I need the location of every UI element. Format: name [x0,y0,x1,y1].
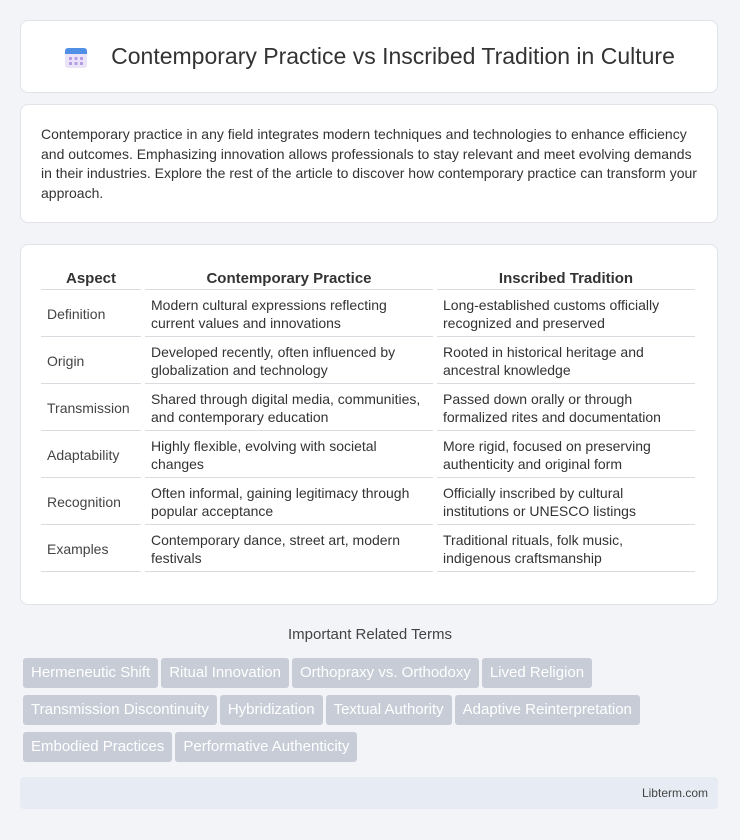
related-term-tag[interactable]: Performative Authenticity [175,732,357,762]
column-header-contemporary: Contemporary Practice [145,265,433,290]
cell-aspect: Transmission [41,384,141,431]
cell-inscribed: Rooted in historical heritage and ancestral knowledge [437,337,695,384]
page-title: Contemporary Practice vs Inscribed Tradition in Culture [111,43,675,69]
intro-card [20,104,718,223]
related-term-tag[interactable]: Adaptive Reinterpretation [455,695,640,725]
related-term-tag[interactable]: Hermeneutic Shift [23,658,158,688]
related-term-tag[interactable]: Transmission Discontinuity [23,695,217,725]
table-header-row [41,265,695,290]
cell-aspect: Definition [41,290,141,337]
intro-text: Contemporary practice in any field integrates modern techniques and technologies to enhance efficiency and outcomes. Emphasizing innovation allows professionals to stay relevant and meet evolving demands in their industries. Explore the rest of the article to discover how contemporary practice can transform your approach. [41,126,697,201]
cell-contemporary: Contemporary dance, street art, modern festivals [145,525,433,572]
related-term-tag[interactable]: Hybridization [220,695,323,725]
cell-contemporary: Highly flexible, evolving with societal changes [145,431,433,478]
related-term-tag[interactable]: Ritual Innovation [161,658,289,688]
related-term-tag[interactable]: Textual Authority [326,695,452,725]
comparison-table [37,265,699,572]
cell-contemporary: Shared through digital media, communities, and contemporary education [145,384,433,431]
table-row [41,384,695,431]
cell-aspect: Origin [41,337,141,384]
related-term-tag[interactable]: Embodied Practices [23,732,172,762]
comparison-table-card [20,244,718,605]
cell-contemporary: Often informal, gaining legitimacy through popular acceptance [145,478,433,525]
cell-contemporary: Modern cultural expressions reflecting current values and innovations [145,290,433,337]
column-header-aspect: Aspect [41,265,141,290]
related-terms-list [23,658,723,769]
footer-site-link[interactable]: Libterm.com [641,786,708,800]
related-term-tag[interactable]: Lived Religion [482,658,592,688]
cell-aspect: Adaptability [41,431,141,478]
cell-inscribed: Long-established customs officially recognized and preserved [437,290,695,337]
cell-inscribed: Officially inscribed by cultural institutions or UNESCO listings [437,478,695,525]
cell-aspect: Examples [41,525,141,572]
cell-inscribed: Passed down orally or through formalized rites and documentation [437,384,695,431]
related-terms-title: Important Related Terms [288,626,452,643]
cell-aspect: Recognition [41,478,141,525]
calendar-icon [63,44,89,70]
cell-inscribed: More rigid, focused on preserving authenticity and original form [437,431,695,478]
related-term-tag[interactable]: Orthopraxy vs. Orthodoxy [292,658,479,688]
column-header-inscribed: Inscribed Tradition [437,265,695,290]
table-row [41,337,695,384]
cell-contemporary: Developed recently, often influenced by globalization and technology [145,337,433,384]
cell-inscribed: Traditional rituals, folk music, indigenous craftsmanship [437,525,695,572]
footer [20,777,718,809]
header-card [20,20,718,93]
table-row [41,431,695,478]
table-row [41,290,695,337]
table-row [41,525,695,572]
table-row [41,478,695,525]
